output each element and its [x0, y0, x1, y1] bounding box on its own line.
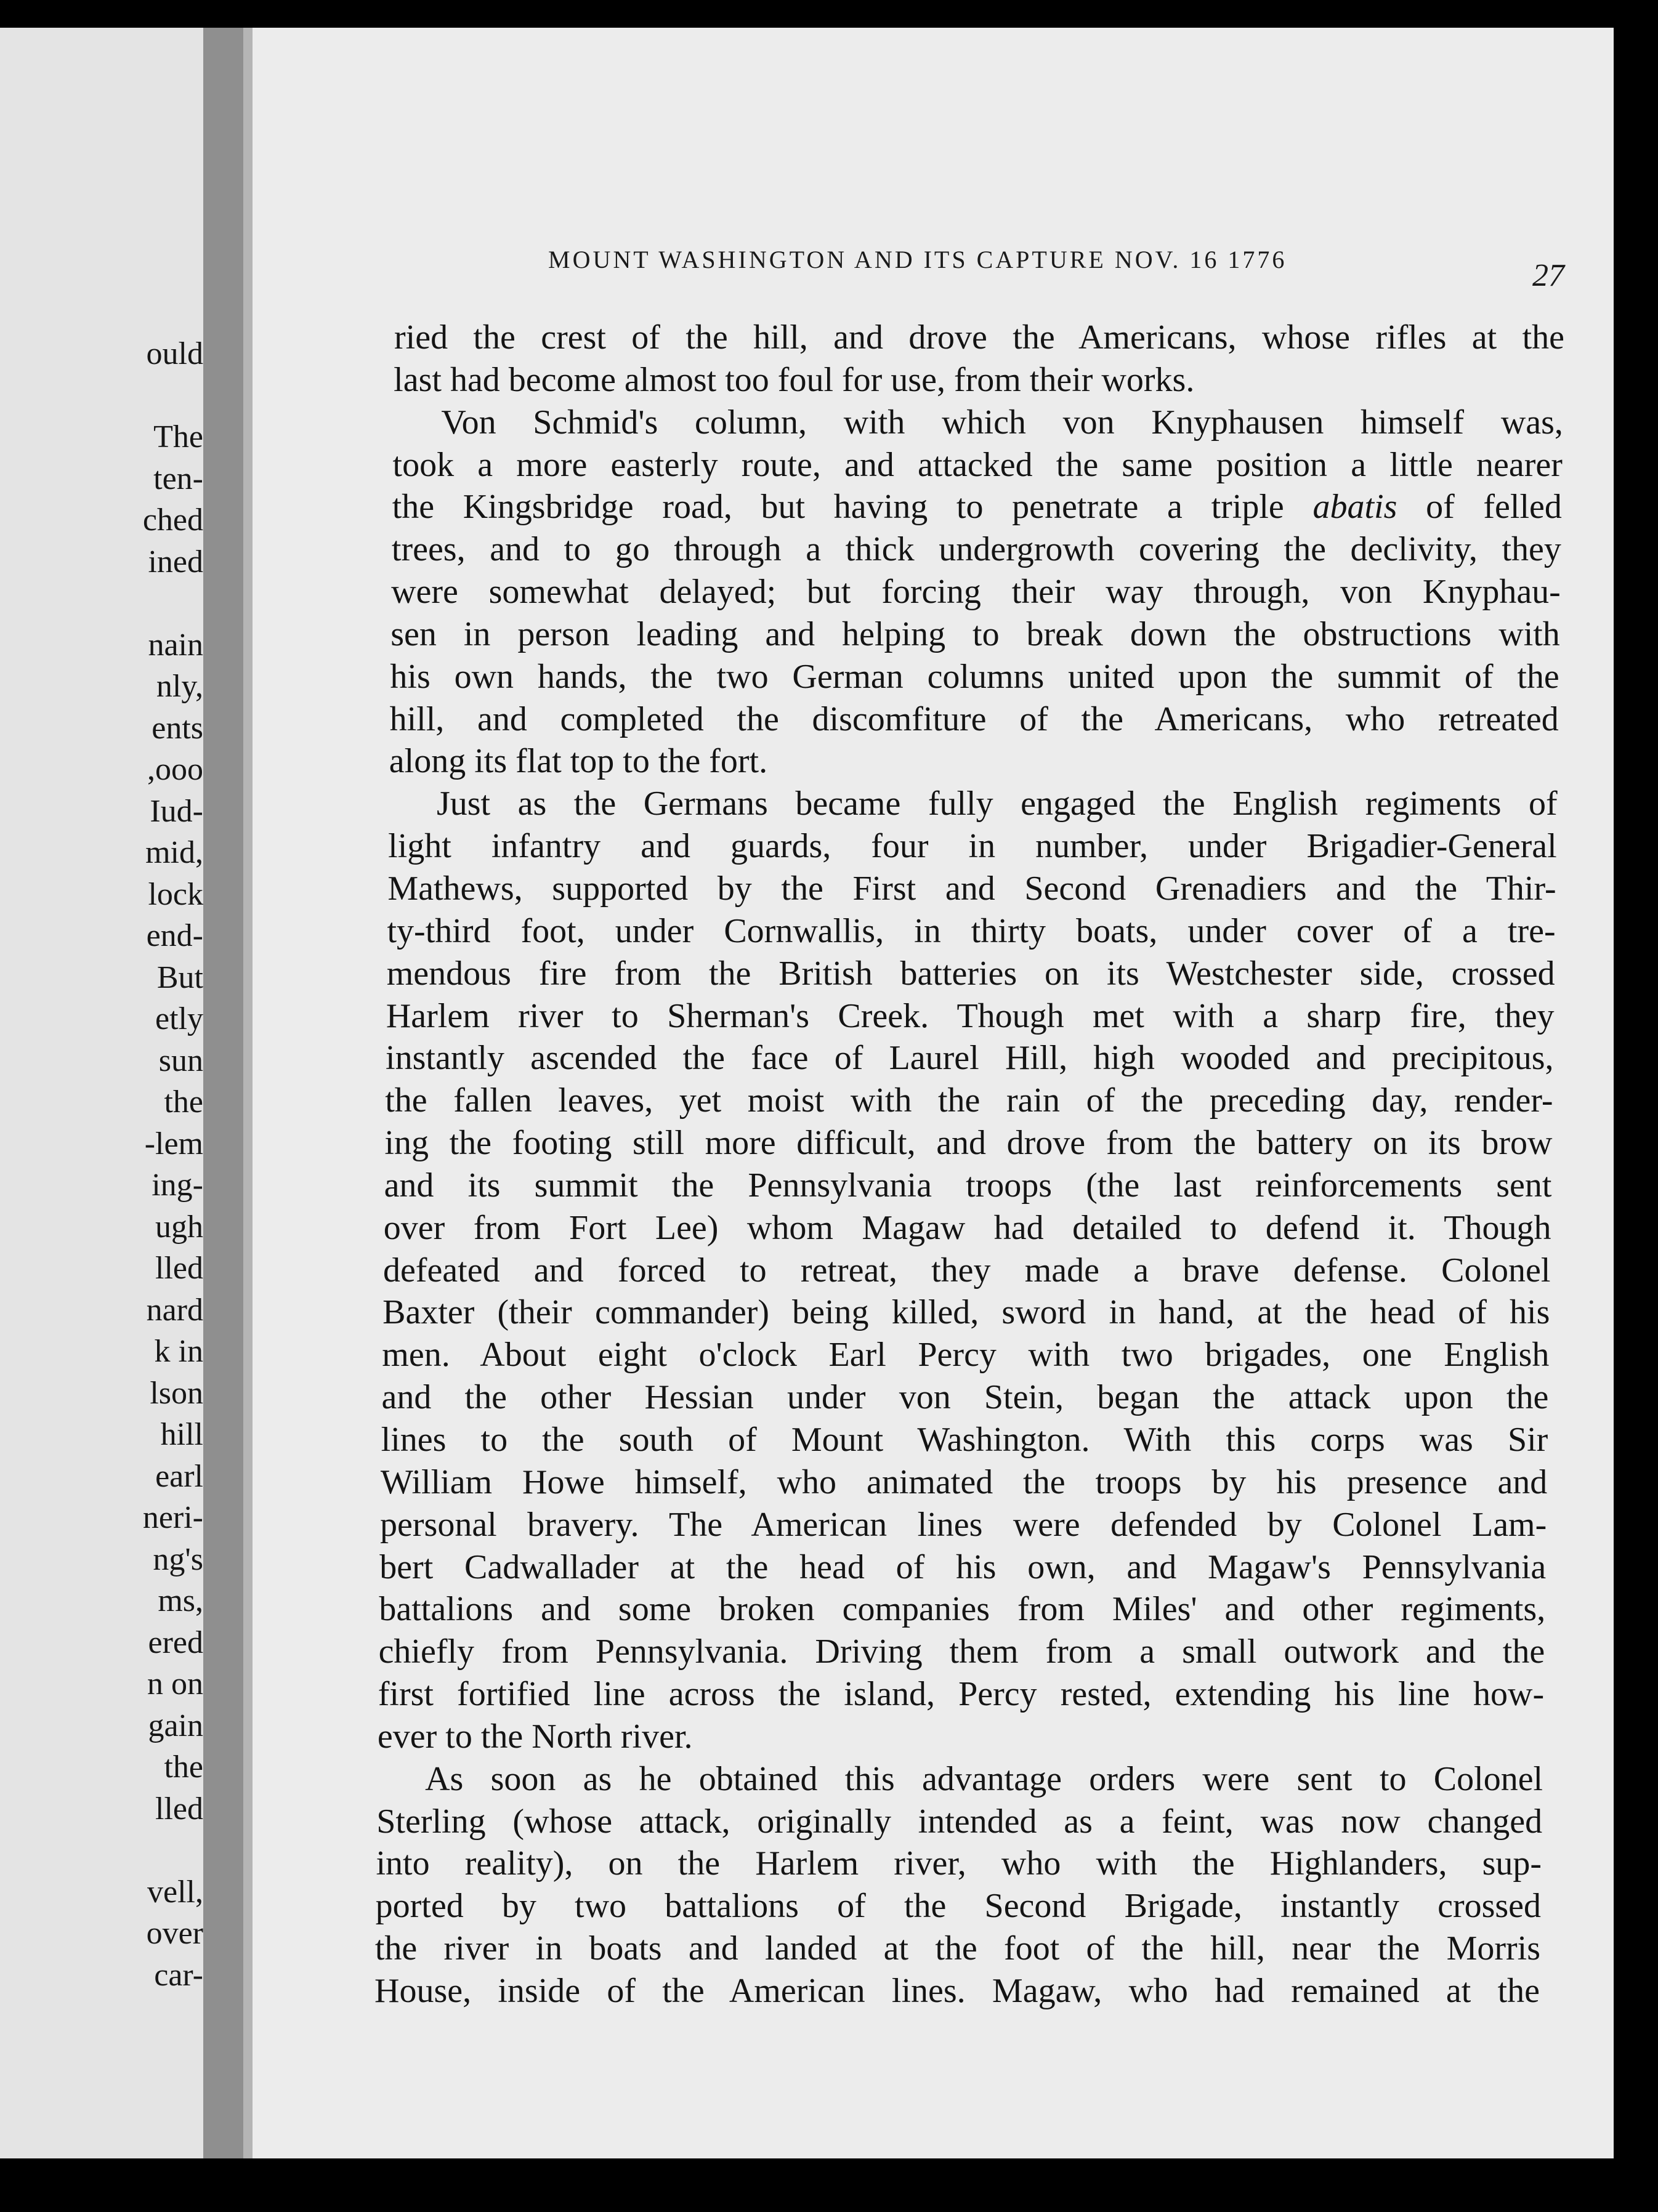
facing-page-line: n on	[147, 1666, 203, 1701]
facing-page-line: ugh	[155, 1209, 203, 1245]
facing-page-line: gain	[148, 1708, 203, 1743]
facing-page-line: over	[146, 1916, 203, 1951]
text-line: defeated and forced to retreat, they made a brave defense. Colonel	[382, 1251, 1551, 1290]
scan-border-right	[1614, 28, 1658, 2158]
facing-page-line: ched	[142, 503, 203, 538]
facing-page-line: ng's	[153, 1541, 203, 1577]
text-line: House, inside of the American lines. Magaw, who had remained at the	[374, 1972, 1540, 2010]
facing-page-line: nly,	[156, 669, 203, 704]
text-line: personal bravery. The American lines were defended by Colonel Lam-	[380, 1505, 1547, 1544]
facing-page-line: ,ooo	[147, 752, 203, 787]
text-line: Mathews, supported by the First and Second Grenadiers and the Thir-	[387, 870, 1556, 908]
text-line: took a more easterly route, and attacked the same position a little nearer	[392, 445, 1563, 484]
text-line: his own hands, the two German columns united upon the summit of the	[390, 657, 1559, 696]
facing-page-line: lock	[148, 876, 203, 912]
text-line: ported by two battalions of the Second Brigade, instantly crossed	[375, 1887, 1542, 1926]
facing-page-line: mid,	[145, 835, 203, 870]
text-line: men. About eight o'clock Earl Percy with two brigades, one English	[382, 1336, 1550, 1374]
text-line: bert Cadwallader at the head of his own, and Magaw's Pennsylvania	[379, 1548, 1547, 1586]
facing-page-line: ms,	[158, 1583, 203, 1618]
facing-page-line: etly	[155, 1001, 203, 1036]
facing-page-line: lson	[150, 1375, 203, 1411]
facing-page-line: neri-	[142, 1500, 203, 1535]
facing-page-line: sun	[158, 1043, 203, 1078]
facing-page	[0, 28, 203, 2158]
text-line: As soon as he obtained this advantage orders were sent to Colonel	[425, 1759, 1543, 1798]
page-number: 27	[1532, 258, 1564, 293]
text-line: battalions and some broken companies from Miles' and other regiments,	[379, 1590, 1546, 1629]
text-line: hill, and completed the discomfiture of the Americans, who retreated	[389, 700, 1559, 738]
text-line: the fallen leaves, yet moist with the rain of the preceding day, render-	[385, 1081, 1553, 1120]
facing-page-line: k in	[154, 1334, 203, 1369]
facing-page-line: The	[153, 419, 203, 454]
facing-page-line: ered	[148, 1625, 203, 1660]
text-line: along its flat top to the fort.	[389, 742, 768, 781]
text-line: sen in person leading and helping to break down the obstructions with	[390, 615, 1560, 653]
text-line: William Howe himself, who animated the troops by his presence and	[380, 1463, 1548, 1501]
facing-page-line: ined	[148, 544, 203, 579]
text-line: ever to the North river.	[377, 1717, 693, 1756]
text-line: the river in boats and landed at the foot of the hill, near the Morris	[374, 1929, 1541, 1968]
text-line: trees, and to go through a thick undergrowth covering the declivity, they	[391, 530, 1561, 569]
text-line: mendous fire from the British batteries on its Westchester side, crossed	[386, 954, 1555, 993]
text-line: ried the crest of the hill, and drove the Americans, whose rifles at the	[394, 318, 1564, 357]
facing-page-line: vell,	[147, 1874, 203, 1910]
text-line: and its summit the Pennsylvania troops (the last reinforcements sent	[384, 1166, 1552, 1205]
text-line: last had become almost too foul for use, from their works.	[394, 360, 1195, 399]
facing-page-line: lled	[155, 1251, 203, 1286]
text-line: light infantry and guards, four in number, under Brigadier-General	[388, 827, 1557, 866]
facing-page-line: hill	[160, 1417, 203, 1452]
text-line: Just as the Germans became fully engaged the English regiments of	[436, 785, 1558, 823]
facing-page-line: lled	[155, 1791, 203, 1827]
facing-page-line: end-	[146, 918, 203, 953]
facing-page-line: But	[156, 959, 203, 995]
text-line: over from Fort Lee) whom Magaw had detailed to defend it. Though	[383, 1208, 1551, 1247]
facing-page-line: nain	[148, 627, 203, 663]
text-line: Von Schmid's column, with which von Knyphausen himself was,	[441, 403, 1563, 442]
facing-page-line: ten-	[153, 461, 203, 496]
facing-page-line: ents	[152, 710, 203, 746]
text-line: Sterling (whose attack, originally intended as a feint, was now changed	[376, 1802, 1543, 1841]
text-line: into reality), on the Harlem river, who with the Highlanders, sup-	[376, 1844, 1542, 1883]
facing-page-line: the	[164, 1750, 203, 1785]
text-line: and the other Hessian under von Stein, began the attack upon the	[381, 1378, 1549, 1417]
facing-page-line: ing-	[152, 1168, 203, 1203]
text-line: ing the footing still more difficult, and drove from the battery on its brow	[384, 1124, 1553, 1163]
scan-border-bottom	[0, 2158, 1658, 2212]
text-line: were somewhat delayed; but forcing their way through, von Knyphau-	[391, 573, 1561, 612]
text-line: lines to the south of Mount Washington. With this corps was Sir	[381, 1421, 1548, 1459]
text-line: instantly ascended the face of Laurel Hill, high wooded and precipitous,	[386, 1039, 1554, 1078]
running-head: MOUNT WASHINGTON AND ITS CAPTURE NOV. 16 1776	[548, 246, 1287, 273]
text-line: chiefly from Pennsylvania. Driving them from a small outwork and the	[378, 1633, 1545, 1671]
text-line: Harlem river to Sherman's Creek. Though met with a sharp fire, they	[386, 996, 1555, 1035]
text-line: ty-third foot, under Cornwallis, in thirty boats, under cover of a tre-	[387, 911, 1556, 950]
facing-page-line: nard	[146, 1292, 203, 1328]
facing-page-line: earl	[155, 1458, 203, 1494]
text-line: Baxter (their commander) being killed, sword in hand, at the head of his	[382, 1293, 1550, 1332]
facing-page-line: ould	[146, 336, 203, 371]
facing-page-line: Iud-	[150, 793, 203, 829]
text-line: the Kingsbridge road, but having to penetrate a triple abatis of felled	[392, 488, 1562, 527]
facing-page-line: the	[164, 1084, 203, 1120]
facing-page-line: -lem	[144, 1126, 203, 1161]
text-line: first fortified line across the island, Percy rested, extending his line how-	[378, 1675, 1545, 1714]
facing-page-line: car-	[154, 1957, 203, 1993]
